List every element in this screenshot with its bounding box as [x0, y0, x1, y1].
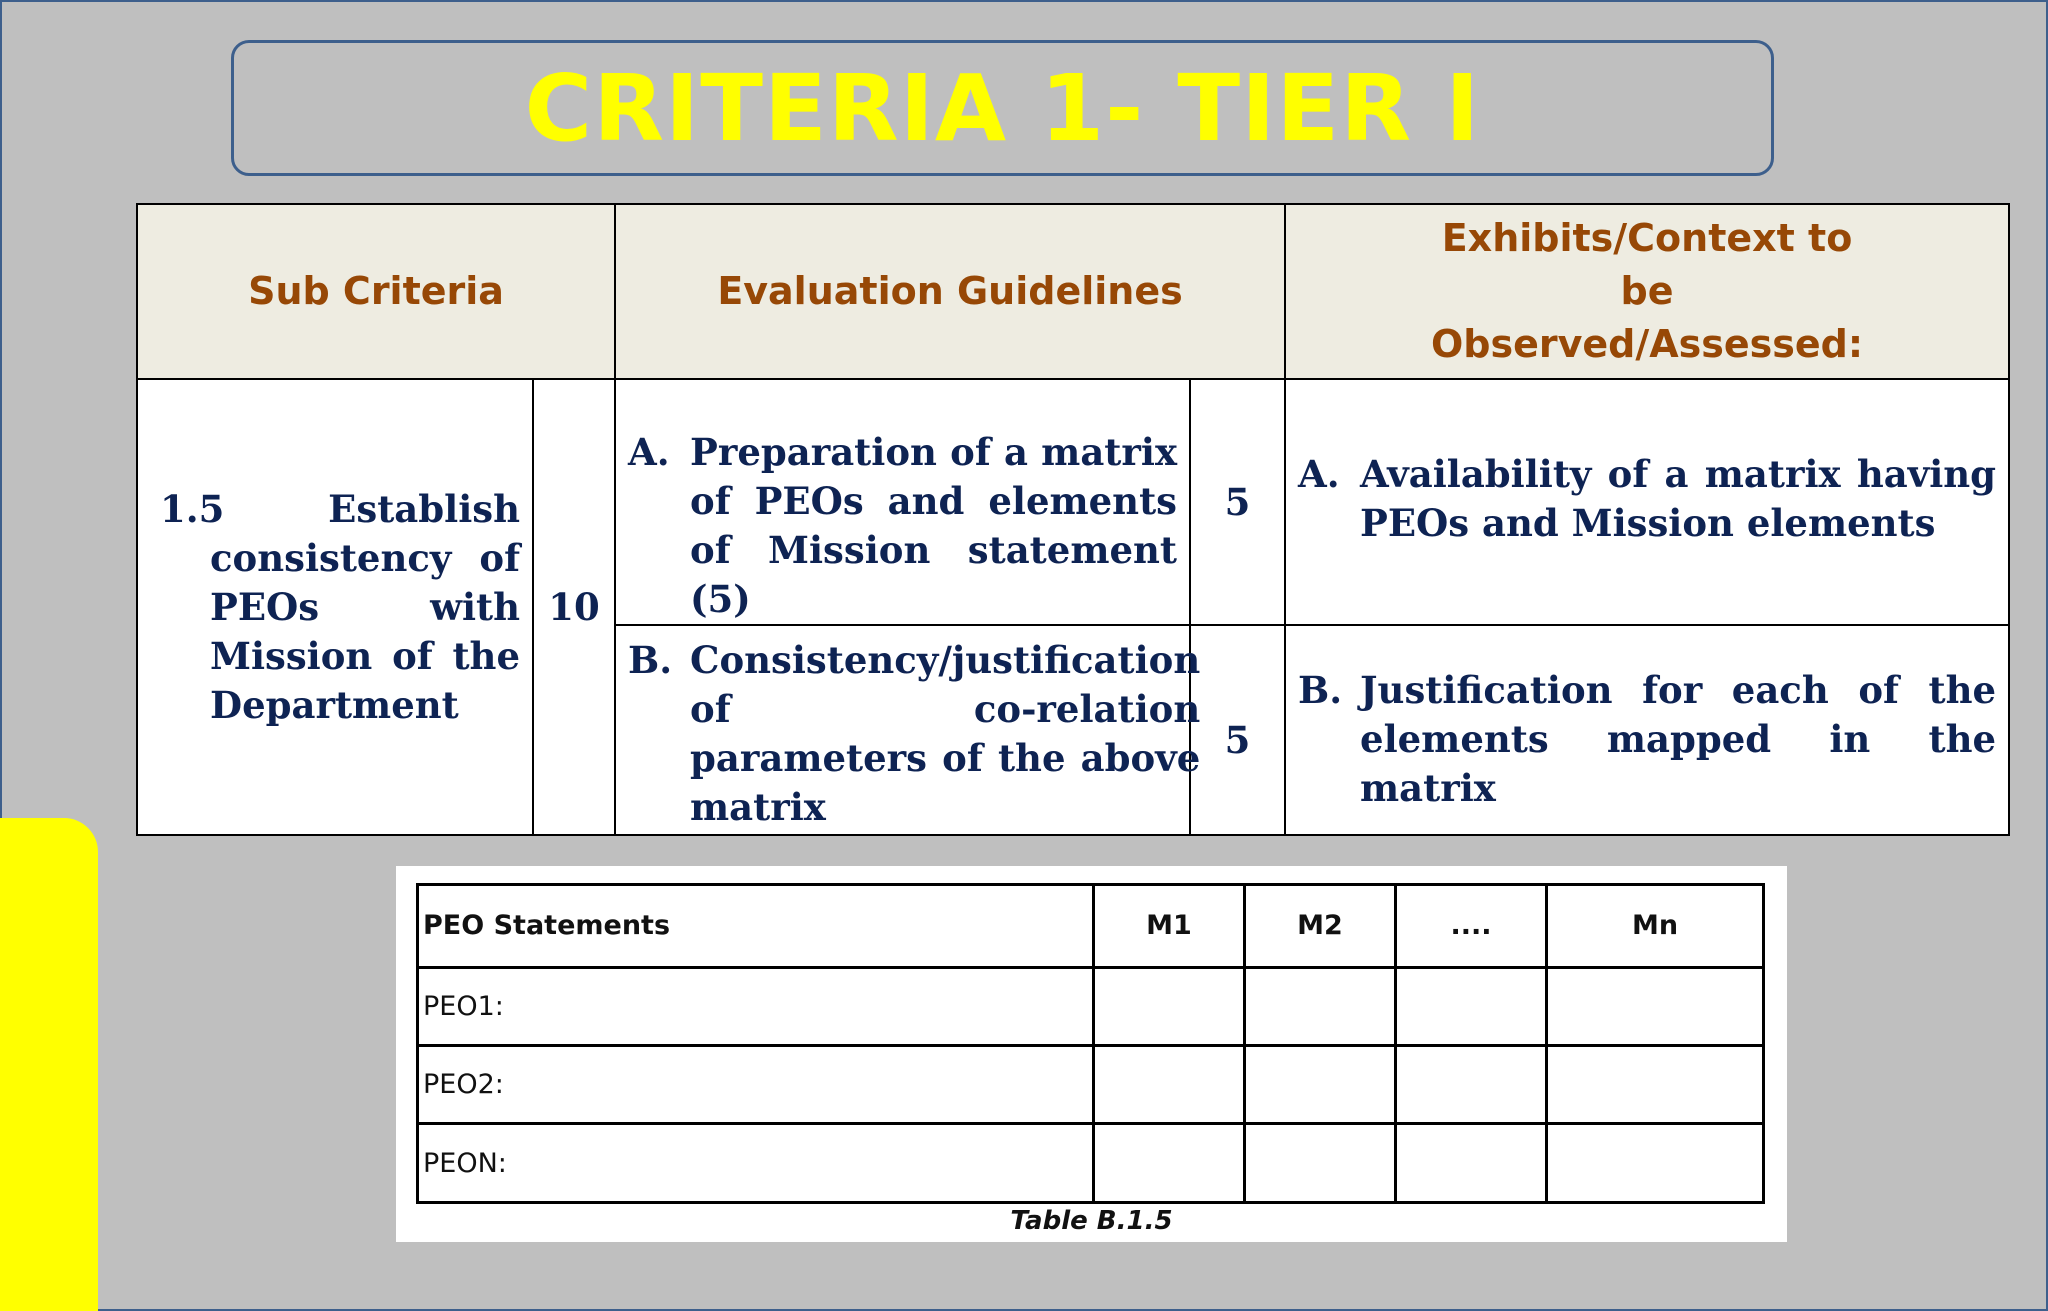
header-evaluation-guidelines: Evaluation Guidelines — [615, 204, 1285, 379]
criteria-header-row — [137, 204, 2009, 379]
peo-cell — [1094, 1124, 1245, 1203]
header-sub-criteria: Sub Criteria — [137, 204, 615, 379]
criteria-row-a — [137, 379, 2009, 625]
exhibit-b-text: Justification for each of the elements mapped in the matrix — [1360, 668, 1997, 810]
exhibit-b — [1285, 625, 2009, 835]
peo-cell — [1396, 967, 1547, 1045]
peo-row-1 — [418, 967, 1764, 1045]
peo-col-statements: PEO Statements — [418, 885, 1094, 968]
criteria-table — [136, 203, 2010, 836]
exhibit-b-label: B. — [1298, 668, 1343, 712]
guideline-b — [615, 625, 1201, 835]
total-marks: 10 — [533, 379, 615, 835]
peo-row-2 — [418, 1046, 1764, 1124]
peo-col-ellipsis: .... — [1396, 885, 1547, 968]
guideline-a-marks: 5 — [1190, 379, 1285, 625]
guideline-a-label: A. — [628, 430, 670, 474]
sub-criteria-cell — [137, 379, 533, 835]
peo-cell — [1245, 1046, 1396, 1124]
peo-cell — [1547, 967, 1764, 1045]
peo-row-n — [418, 1124, 1764, 1203]
slide-title: CRITERIA 1- TIER I — [524, 54, 1481, 162]
peo-cell — [1094, 1046, 1245, 1124]
guideline-a — [615, 379, 1190, 625]
peo-header-row — [418, 885, 1764, 968]
guideline-a-text: Preparation of a matrix of PEOs and elements of Mission statement (5) — [690, 430, 1178, 621]
peo-cell — [1547, 1046, 1764, 1124]
peo-col-mn: Mn — [1547, 885, 1764, 968]
peo-col-m2: M2 — [1245, 885, 1396, 968]
guideline-b-text: Consistency/justification of co-relation parameters of the above matrix — [690, 638, 1201, 829]
peo-col-m1: M1 — [1094, 885, 1245, 968]
peo-cell — [1245, 1124, 1396, 1203]
peo-mission-table — [416, 883, 1765, 1204]
peo-table-figure — [396, 866, 1787, 1242]
peo-row-label: PEO1: — [418, 967, 1094, 1045]
peo-cell — [1094, 967, 1245, 1045]
guideline-b-marks: 5 — [1190, 625, 1285, 835]
exhibit-a — [1285, 379, 2009, 625]
title-box — [231, 40, 1774, 176]
peo-row-label: PEO2: — [418, 1046, 1094, 1124]
peo-cell — [1396, 1046, 1547, 1124]
peo-cell — [1245, 967, 1396, 1045]
peo-cell — [1396, 1124, 1547, 1203]
header-exhibits: Exhibits/Context to be Observed/Assessed: — [1285, 204, 2009, 379]
yellow-decoration — [0, 818, 98, 1311]
sub-criteria-text: 1.5 Establish consistency of PEOs with Mission of the Department — [160, 486, 520, 727]
peo-row-label: PEON: — [418, 1124, 1094, 1203]
table-caption: Table B.1.5 — [1010, 1206, 1173, 1236]
peo-cell — [1547, 1124, 1764, 1203]
exhibit-a-label: A. — [1298, 452, 1340, 496]
guideline-b-label: B. — [628, 638, 673, 682]
exhibit-a-text: Availability of a matrix having PEOs and Mission elements — [1360, 452, 1997, 545]
